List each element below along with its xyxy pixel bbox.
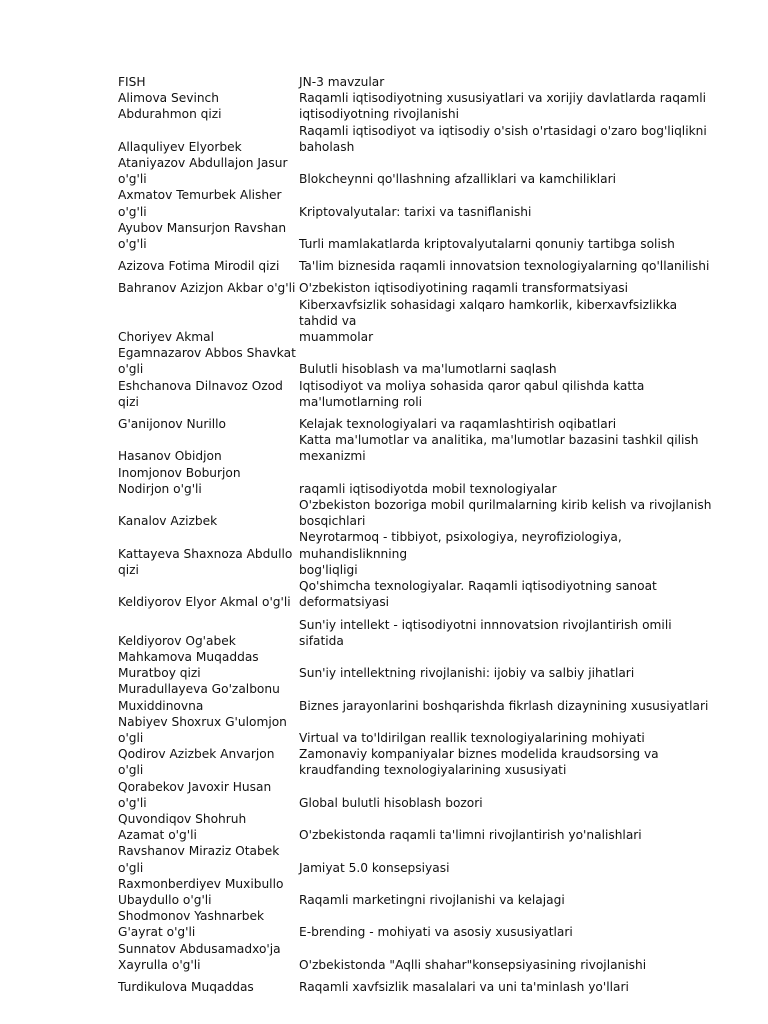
topic-title: Qo'shimcha texnologiyalar. Raqamli iqtisodiyotning sanoat deformatsiyasi bbox=[299, 579, 657, 610]
student-name: Sunnatov Abdusamadxo'ja Xayrulla o'g'li bbox=[118, 941, 281, 972]
table-row bbox=[118, 876, 718, 908]
student-name: Alimova Sevinch Abdurahmon qizi bbox=[118, 91, 222, 122]
student-name: Raxmonberdiyev Muxibullo Ubaydullo o'g'li bbox=[118, 876, 284, 907]
topic-title: Virtual va to'ldirilgan reallik texnologiyalarining mohiyati bbox=[299, 730, 645, 745]
student-name: Keldiyorov Og'abek bbox=[118, 633, 236, 648]
topic-title: Iqtisodiyot va moliya sohasida qaror qabul qilishda katta ma'lumotlarning roli bbox=[299, 378, 645, 409]
table-row bbox=[118, 280, 718, 296]
topic-title: Bulutli hisoblash va ma'lumotlarni saqlash bbox=[299, 362, 557, 377]
topic-title: raqamli iqtisodiyotda mobil texnologiyalar bbox=[299, 481, 557, 496]
table-row bbox=[118, 155, 718, 187]
student-name: Choriyev Akmal bbox=[118, 330, 215, 345]
student-name: Ravshanov Miraziz Otabek o'gli bbox=[118, 844, 280, 875]
table-row bbox=[118, 617, 718, 649]
topic-title: O'zbekiston iqtisodiyotining raqamli transformatsiyasi bbox=[299, 281, 629, 296]
student-name: Qodirov Azizbek Anvarjon o'gli bbox=[118, 747, 275, 778]
student-name: Azizova Fotima Mirodil qizi bbox=[118, 259, 280, 274]
header-topic: JN-3 mavzular bbox=[299, 75, 385, 89]
topic-title: O'zbekistonda raqamli ta'limni rivojlantirish yo'nalishlari bbox=[299, 828, 642, 843]
student-name: Ayubov Mansurjon Ravshan o'g'li bbox=[118, 220, 287, 252]
student-name: Muradullayeva Go'zalbonu Muxiddinovna bbox=[118, 682, 280, 713]
topic-title: Kriptovalyutalar: tarixi va tasniflanishi bbox=[299, 204, 532, 219]
topic-title: E-brending - mohiyati va asosiy xususiyatlari bbox=[299, 925, 573, 940]
table-row bbox=[118, 258, 718, 274]
table-row bbox=[118, 378, 718, 410]
student-name: Kanalov Azizbek bbox=[118, 514, 218, 529]
table-row bbox=[118, 746, 718, 778]
topic-title: Raqamli marketingni rivojlanishi va kelajagi bbox=[299, 892, 565, 907]
student-name: Axmatov Temurbek Alisher o'g'li bbox=[118, 188, 282, 219]
topic-title: Global bulutli hisoblash bozori bbox=[299, 795, 483, 810]
student-name: Inomjonov Boburjon Nodirjon o'g'li bbox=[118, 465, 241, 496]
student-name: Qorabekov Javoxir Husan o'g'li bbox=[118, 779, 272, 810]
student-name: Nabiyev Shoxrux G'ulomjon o'gli bbox=[118, 714, 287, 745]
topic-title: Katta ma'lumotlar va analitika, ma'lumotlar bazasini tashkil qilish mexanizmi bbox=[299, 433, 699, 464]
topic-title: Sun'iy intellekt - iqtisodiyotni innnovatsion rivojlantirish omili sifatida bbox=[299, 617, 672, 648]
table-row bbox=[118, 681, 718, 713]
table-row bbox=[118, 123, 718, 155]
table-row bbox=[118, 432, 718, 464]
topic-title: Jamiyat 5.0 konsepsiyasi bbox=[299, 860, 450, 875]
student-name: Egamnazarov Abbos Shavkat o'gli bbox=[118, 346, 296, 377]
table-row bbox=[118, 187, 718, 219]
student-name: Keldiyorov Elyor Akmal o'g'li bbox=[118, 595, 291, 610]
table-row bbox=[118, 811, 718, 843]
header-name: FISH bbox=[118, 75, 146, 89]
student-name: G'anijonov Nurillo bbox=[118, 417, 226, 432]
table-row bbox=[118, 345, 718, 377]
table-row bbox=[118, 649, 718, 681]
topic-title: Kelajak texnologiyalari va raqamlashtirish oqibatlari bbox=[299, 417, 617, 432]
table-row bbox=[118, 497, 718, 529]
student-name: Kattayeva Shaxnoza Abdullo qizi bbox=[118, 546, 293, 577]
table-row bbox=[118, 529, 718, 578]
table-row bbox=[118, 578, 718, 610]
student-name: Mahkamova Muqaddas Muratboy qizi bbox=[118, 649, 259, 681]
topic-title: Raqamli iqtisodiyotning xususiyatlari va xorijiy davlatlarda raqamli iqtisodiyotning rivojlanishi bbox=[299, 91, 707, 122]
student-name: Allaquliyev Elyorbek bbox=[118, 139, 242, 154]
table-header bbox=[118, 74, 718, 90]
topic-title: Sun'iy intellektning rivojlanishi: ijobiy va salbiy jihatlari bbox=[299, 666, 635, 681]
topic-title: Neyrotarmoq - tibbiyot, psixologiya, neyrofiziologiya, muhandisliknning bog'liqligi bbox=[299, 530, 622, 577]
student-name: Eshchanova Dilnavoz Ozod qizi bbox=[118, 378, 283, 409]
table-row bbox=[118, 979, 718, 995]
topic-title: Kiberxavfsizlik sohasidagi xalqaro hamkorlik, kiberxavfsizlikka tahdid va muammolar bbox=[299, 297, 678, 345]
table-row bbox=[118, 297, 718, 346]
student-name: Ataniyazov Abdullajon Jasur o'g'li bbox=[118, 156, 288, 187]
student-name: Turdikulova Muqaddas bbox=[118, 979, 254, 994]
topic-title: Zamonaviy kompaniyalar biznes modelida kraudsorsing va kraudfanding texnologiyalarining xususiyati bbox=[299, 747, 659, 778]
topic-title: Raqamli xavfsizlik masalalari va uni ta'minlash yo'llari bbox=[299, 979, 629, 994]
table-row bbox=[118, 220, 718, 252]
topic-title: Blokcheynni qo'llashning afzalliklari va kamchiliklari bbox=[299, 172, 617, 187]
topic-title: O'zbekiston bozoriga mobil qurilmalarning kirib kelish va rivojlanish bosqichlari bbox=[299, 498, 712, 529]
table-row bbox=[118, 941, 718, 973]
student-name: Shodmonov Yashnarbek G'ayrat o'g'li bbox=[118, 909, 265, 940]
table-row bbox=[118, 416, 718, 432]
table-body bbox=[118, 90, 718, 995]
student-name: Hasanov Obidjon bbox=[118, 449, 222, 464]
topic-title: Raqamli iqtisodiyot va iqtisodiy o'sish o'rtasidagi o'zaro bog'liqlikni baholash bbox=[299, 123, 707, 154]
table-row bbox=[118, 843, 718, 875]
student-name: Quvondiqov Shohruh Azamat o'g'li bbox=[118, 811, 247, 843]
table-row bbox=[118, 465, 718, 497]
topic-title: Biznes jarayonlarini boshqarishda fikrlash dizaynining xususiyatlari bbox=[299, 698, 709, 713]
topic-title: Turli mamlakatlarda kriptovalyutalarni qonuniy tartibga solish bbox=[299, 237, 675, 252]
student-name: Bahranov Azizjon Akbar o'g'li bbox=[118, 281, 296, 296]
table-row bbox=[118, 90, 718, 122]
table-row bbox=[118, 779, 718, 811]
table-row bbox=[118, 908, 718, 940]
topic-title: Ta'lim biznesida raqamli innovatsion texnologiyalarning qo'llanilishi bbox=[299, 259, 710, 274]
topic-title: O'zbekistonda "Aqlli shahar"konsepsiyasining rivojlanishi bbox=[299, 957, 647, 972]
student-topics-table bbox=[118, 74, 718, 995]
table-row bbox=[118, 714, 718, 746]
